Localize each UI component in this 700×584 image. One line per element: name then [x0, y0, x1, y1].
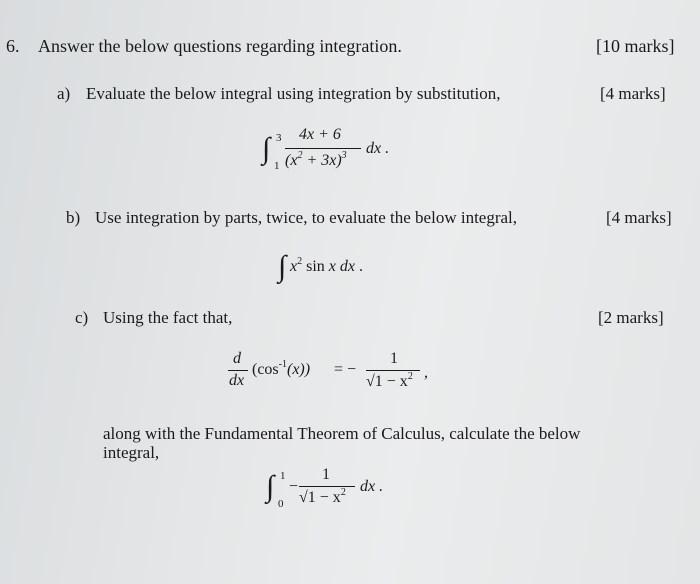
part-b-text: Use integration by parts, twice, to evaluate the below integral, — [95, 208, 518, 227]
part-b-marks: [4 marks] — [606, 208, 672, 227]
part-b-label: b) — [66, 208, 81, 227]
denominator-c: $√1 - x^2$ — [299, 487, 346, 506]
upper-limit-a: 3 — [276, 132, 282, 144]
d-numerator: d — [233, 350, 241, 367]
numerator-a: 4x + 6 — [299, 126, 341, 143]
cos-inverse-expr: $(\cos^{-1}(x))$ — [252, 359, 311, 378]
differential-a: dx . — [366, 140, 390, 157]
question-number: 6. — [6, 36, 20, 56]
upper-limit-c: 1 — [280, 470, 286, 482]
integral-sign-a: ∫ — [262, 132, 271, 165]
d-fraction-bar — [228, 370, 248, 371]
part-a-marks: [4 marks] — [600, 84, 666, 103]
question-marks: [10 marks] — [596, 36, 675, 56]
part-a-text: Evaluate the below integral using integration by substitution, — [86, 84, 501, 103]
lower-limit-a: 1 — [274, 160, 280, 172]
part-c-line2: integral, — [103, 443, 160, 462]
fraction-bar-c — [299, 486, 355, 487]
d-denominator: dx — [229, 372, 245, 389]
lower-limit-c: 0 — [278, 498, 284, 510]
integral-sign-b: ∫ — [278, 250, 287, 283]
question-text: Answer the below questions regarding integration. — [38, 36, 402, 56]
integral-minus-c: − — [289, 478, 299, 495]
rhs-denominator: $√1 - x^2$ — [366, 371, 413, 390]
numerator-c: 1 — [322, 466, 330, 483]
part-c-marks: [2 marks] — [598, 308, 664, 327]
rhs-comma: , — [424, 364, 428, 381]
part-c-line1: along with the Fundamental Theorem of Calculus, calculate the below — [103, 424, 581, 443]
differential-c: dx . — [360, 478, 384, 495]
equals-minus: = − — [334, 361, 357, 378]
integral-sign-c: ∫ — [266, 470, 275, 503]
part-c-label: c) — [75, 308, 89, 327]
fraction-bar-a — [285, 148, 361, 149]
denominator-a: $(x^2 + 3x)^3$ — [285, 150, 347, 169]
integrand-b: $x^2$ sin x dx . — [290, 256, 363, 275]
rhs-numerator: 1 — [390, 350, 398, 367]
part-c-text: Using the fact that, — [103, 308, 233, 327]
part-a-label: a) — [57, 84, 71, 103]
